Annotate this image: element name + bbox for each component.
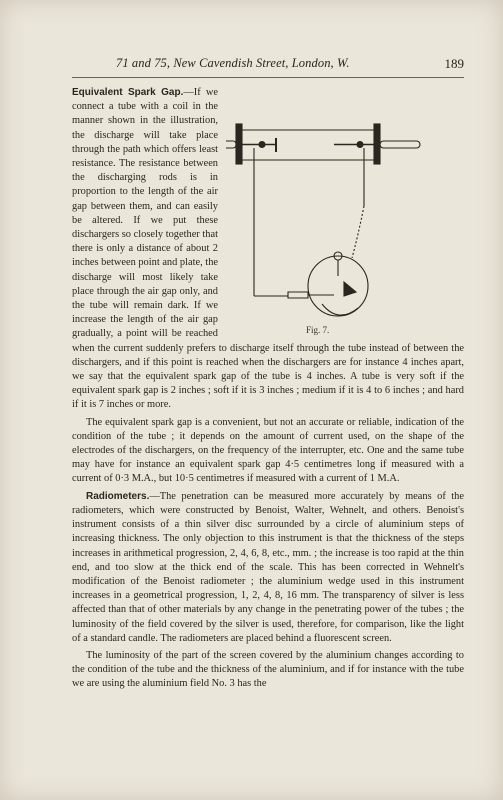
paragraph-text: —If we connect a tube with a coil in the manner shown in the illustration, the discharge will take place through the path which offers least resistance. The resistance between the discharging rods is in proportion to the length of the air gap between them, and can easily be altered. If we put these dischargers so closely together that there is only a distance of about 2 inches between point and plate, the discharge will most likely take place through the air gap only, and the tube will remain dark. If we increase the length of the air gap gradually, a point will be reached when the current suddenly prefers to discharge itself through the tube instead of between the dischargers, and if this point is reached when the dischargers are for instance 4 inches apart, we say that the equivalent spark gap of the tube is 4 inches. A tube is very soft if the equivalent spark gap is 2 inches ; soft if it is 3 inches ; medium if it is 4 to 6 inches ; and hard if it is 7 inches or more. (72, 87, 464, 411)
spark-gap-apparatus-illustration (226, 86, 464, 338)
body-text (72, 86, 464, 695)
paragraph-luminosity: The luminosity of the part of the screen covered by the aluminium changes according to the condition of the tube and the thickness of the aluminium, and if for instance with the tube we are using the aluminium field No. 3 has the (72, 649, 464, 690)
paragraph-text: —The penetration can be measured more accurately by means of the radiometers, which were constructed by Benoist, Walter, Wehnelt, and others. Benoist's instrument consists of a thin silver disc surrounded by a circle of aluminium steps of increasing thickness. The only objection to this instrument is that the thickness of the steps increases in arithmetical progression, 2, 4, 6, 8, etc., mm. ; the increase is too rapid at the thin end, and too slow at the thick end of the scale. This has been corrected in Wehnelt's modification of the Benoist radiometer ; the aluminium wedge used in this instrument increases in a geometrical progression, 1, 2, 4, 8, 16 mm. The transparency of silver is less affected than that of other materials by any change in the penetrating power of the tubes ; the luminosity of the field covered by the silver is used, therefore, for comparison, like the light of a standard candle. The radiometers are placed behind a fluorescent screen. (72, 490, 464, 644)
paragraph-radiometers (72, 490, 464, 646)
section-heading-radiometers: Radiometers. (86, 490, 150, 502)
header-rule (72, 77, 464, 78)
page-number: 189 (444, 56, 464, 71)
section-heading-equivalent-spark-gap: Equivalent Spark Gap. (72, 87, 184, 98)
page-header (116, 56, 464, 72)
right-handle (380, 141, 420, 148)
figure-7 (226, 86, 464, 338)
running-title: 71 and 75, New Cavendish Street, London, W. (116, 56, 350, 70)
left-handle (226, 141, 236, 148)
figure-caption: Fig. 7. (306, 325, 330, 335)
paragraph-spark-gap-reliability: The equivalent spark gap is a convenient, but not an accurate or reliable, indication of the condition of the tube ; it depends on the amount of current used, on the shape of the electrodes of the dischargers, on the frequency of the interrupter, etc. One and the same tube may have for instance an equivalent spark gap 4·5 centimetres long if measured with a current of 0·3 M.A., but 10·5 centimetres if measured with a current of 1 M.A. (72, 416, 464, 485)
